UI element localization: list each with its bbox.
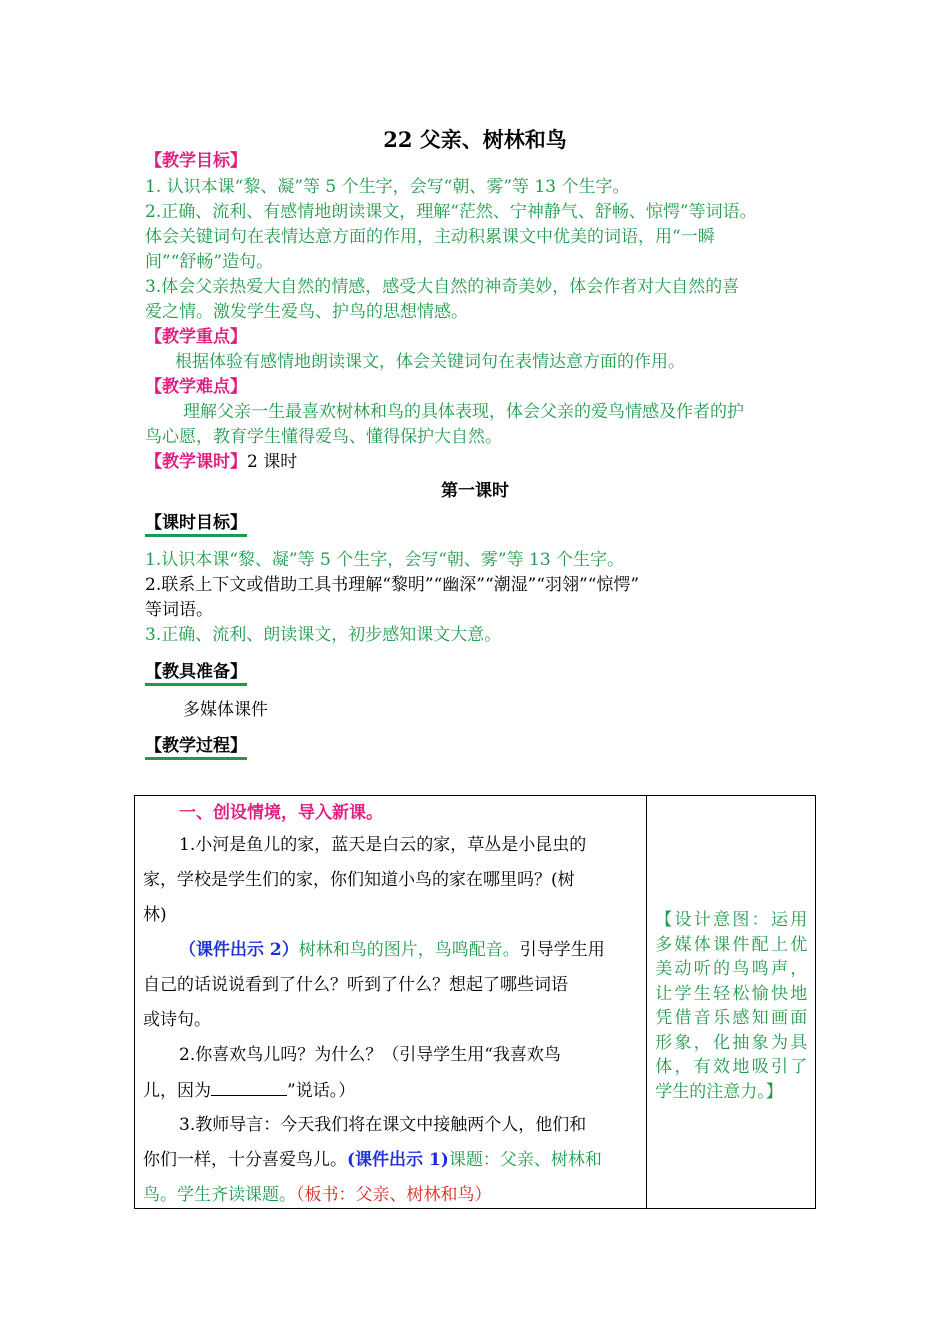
board-note: （板书：父亲、树林和鸟） bbox=[296, 1185, 492, 1205]
objective-line: 爱之情。激发学生爱鸟、护鸟的思想情感。 bbox=[145, 302, 468, 322]
courseware-tag: (课件出示 1) bbox=[347, 1150, 449, 1170]
step-paragraph-line: 3.教师导言：今天我们将在课文中接触两个人，他们和 bbox=[179, 1115, 587, 1135]
hours-value: 2 课时 bbox=[247, 452, 298, 472]
objective-line: 3.体会父亲热爱大自然的情感，感受大自然的神奇美妙，体会作者对大自然的喜 bbox=[145, 277, 740, 297]
step-paragraph-line: 2.你喜欢鸟儿吗？为什么？（引导学生用“我喜欢鸟 bbox=[179, 1045, 561, 1065]
difficulty-line: 理解父亲一生最喜欢树林和鸟的具体表现，体会父亲的爱鸟情感及作者的护 bbox=[183, 402, 744, 422]
objective-line: 2.正确、流利、有感情地朗读课文，理解“茫然、宁神静气、舒畅、惊愕”等词语。 bbox=[145, 202, 757, 222]
lesson-step-cell bbox=[135, 796, 647, 1209]
step-paragraph-line bbox=[143, 1149, 602, 1171]
objectives-heading: 【教学目标】 bbox=[145, 151, 247, 171]
difficulty-line: 鸟心愿，教育学生懂得爱鸟、懂得保护大自然。 bbox=[145, 427, 502, 447]
courseware-tag: （课件出示 2） bbox=[179, 940, 299, 960]
courseware-content: 鸟。学生齐读课题。 bbox=[143, 1185, 296, 1205]
objective-line: 体会关键词句在表情达意方面的作用，主动积累课文中优美的词语，用“一瞬 bbox=[145, 227, 715, 247]
paragraph-text: ”说话。） bbox=[287, 1081, 356, 1101]
period-goal-line: 2.联系上下文或借助工具书理解“黎明”“幽深”“潮湿”“羽翎”“惊愕” bbox=[145, 575, 640, 595]
step-paragraph-line: 或诗句。 bbox=[143, 1010, 211, 1030]
period-goal-line: 1.认识本课“黎、凝”等 5 个生字，会写“朝、雾”等 13 个生字。 bbox=[145, 550, 625, 570]
period-goals-heading: 【课时目标】 bbox=[145, 512, 247, 537]
hours-row bbox=[145, 451, 297, 473]
step-paragraph-line: 1.小河是鱼儿的家，蓝天是白云的家，草丛是小昆虫的 bbox=[179, 835, 587, 855]
paragraph-text: 你们一样，十分喜爱鸟儿。 bbox=[143, 1150, 347, 1170]
step-paragraph-line: 林) bbox=[143, 905, 167, 925]
difficulties-heading: 【教学难点】 bbox=[145, 377, 247, 397]
hours-heading: 【教学课时】 bbox=[145, 452, 247, 472]
step-paragraph-line: 家，学校是学生们的家，你们知道小鸟的家在哪里吗？(树 bbox=[143, 870, 575, 890]
period-goal-line: 3.正确、流利、朗读课文，初步感知课文大意。 bbox=[145, 625, 502, 645]
step-paragraph-line bbox=[143, 1079, 355, 1102]
courseware-content: 课题：父亲、树林和 bbox=[448, 1150, 602, 1170]
key-points-text: 根据体验有感情地朗读课文，体会关键词句在表情达意方面的作用。 bbox=[175, 352, 685, 372]
key-points-heading: 【教学重点】 bbox=[145, 327, 247, 347]
step-paragraph-line bbox=[143, 1184, 492, 1206]
paragraph-text: 引导学生用 bbox=[519, 940, 605, 960]
objective-line: 间”“舒畅”造句。 bbox=[145, 252, 274, 272]
paragraph-text: 儿，因为 bbox=[143, 1081, 211, 1101]
document-title: 22 父亲、树林和鸟 bbox=[383, 127, 567, 152]
design-note: 【设计意图：运用多媒体课件配上优美动听的鸟鸣声，让学生轻松愉快地凭借音乐感知画面形象，化抽象为具体，有效地吸引了学生的注意力。】 bbox=[655, 910, 808, 1102]
courseware-content: 树林和鸟的图片，鸟鸣配音。 bbox=[298, 940, 520, 960]
period-goal-line: 等词语。 bbox=[145, 600, 213, 620]
fill-in-blank bbox=[211, 1079, 287, 1096]
first-period-heading: 第一课时 bbox=[441, 481, 509, 501]
objective-line: 1. 认识本课“黎、凝”等 5 个生字，会写“朝、雾”等 13 个生字。 bbox=[145, 177, 630, 197]
process-heading: 【教学过程】 bbox=[145, 735, 247, 760]
materials-heading: 【教具准备】 bbox=[145, 661, 247, 686]
step-title: 一、创设情境，导入新课。 bbox=[179, 803, 383, 823]
materials-text: 多媒体课件 bbox=[183, 700, 268, 720]
step-paragraph-line bbox=[179, 939, 605, 961]
step-paragraph-line: 自己的话说说看到了什么？听到了什么？想起了哪些词语 bbox=[143, 975, 568, 995]
lesson-table bbox=[134, 795, 816, 1209]
design-note-cell bbox=[647, 796, 816, 1209]
